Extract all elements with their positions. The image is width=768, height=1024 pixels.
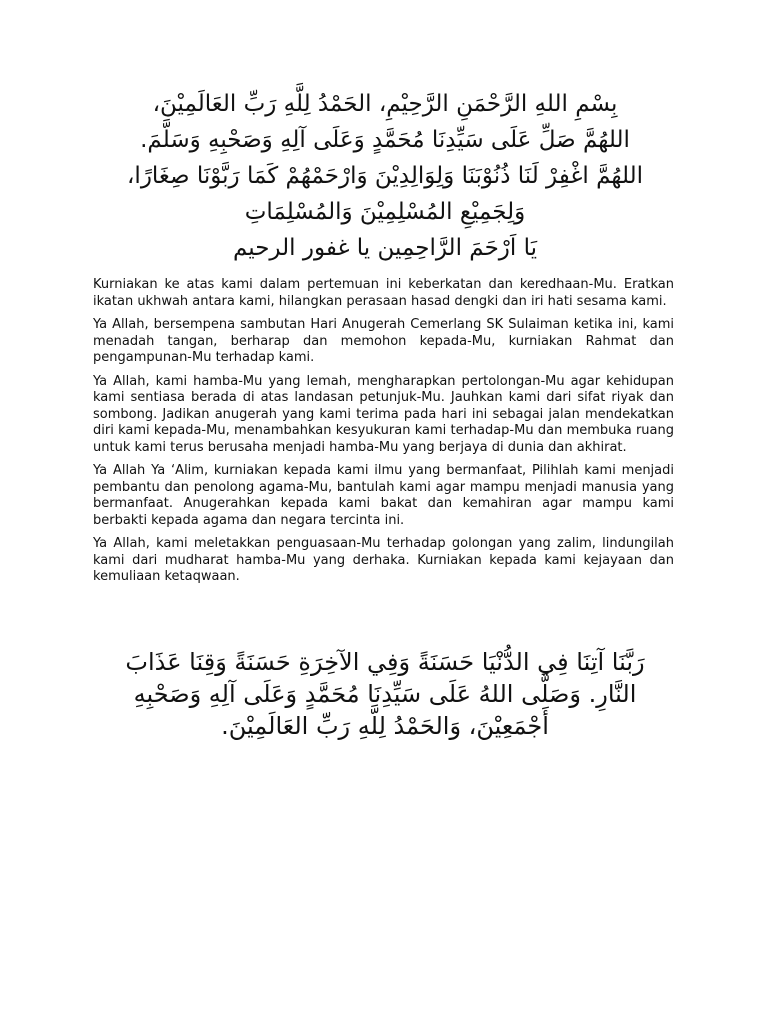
closing-prayer-line: أَجْمَعِيْنَ، وَالحَمْدُ لِلَّهِ رَبِّ العَالَمِيْنَ. [221, 712, 549, 740]
malay-prayer-body [93, 277, 674, 593]
closing-prayer-line: رَبَّنَا آتِنَا فِي الدُّنْيَا حَسَنَةً وَفِي الآخِرَةِ حَسَنَةً وَقِنَا عَذَابَ [125, 648, 645, 676]
opening-prayer-line: اللهُمَّ اغْفِرْ لَنَا ذُنُوْبَنَا وَلِوَالِدِيْنَ وَارْحَمْهُمْ كَمَا رَبَّوْنَا صِغَارًا، [127, 163, 643, 189]
closing-prayer-line: النَّارِ. وَصَلَّى اللهُ عَلَى سَيِّدِنَا مُحَمَّدٍ وَعَلَى آلِهِ وَصَحْبِهِ [133, 680, 637, 708]
closing-prayer [80, 646, 690, 742]
prayer-paragraph: Ya Allah, kami hamba-Mu yang lemah, mengharapkan pertolongan-Mu agar kehidupan kami sentiasa berada di atas landasan petunjuk-Mu. Jauhkan kami dari sifat riyak dan sombong. Jadikan anugerah yang kami terima pada hari ini sebagai jalan mendekatkan diri kami kepada-Mu, menambahkan kesyukuran kami terhadap-Mu dan membuka ruang untuk kami terus berusaha menjadi hamba-Mu yang berjaya di dunia dan akhirat. [93, 373, 674, 455]
opening-prayer-line: اللهُمَّ صَلِّ عَلَى سَيِّدِنَا مُحَمَّدٍ وَعَلَى آلِهِ وَصَحْبِهِ وَسَلَّمَ. [140, 127, 630, 153]
prayer-paragraph: Ya Allah, bersempena sambutan Hari Anugerah Cemerlang SK Sulaiman ketika ini, kami menadah tangan, berharap dan memohon kepada-Mu, kurniakan Rahmat dan pengampunan-Mu terhadap kami. [93, 317, 674, 365]
opening-prayer-line: وَلِجَمِيْعِ المُسْلِمِيْنَ وَالمُسْلِمَاتِ [244, 199, 526, 225]
opening-prayer-line: بِسْمِ اللهِ الرَّحْمَنِ الرَّحِيْمِ، الحَمْدُ لِلَّهِ رَبِّ العَالَمِيْنَ، [152, 91, 618, 117]
prayer-paragraph: Kurniakan ke atas kami dalam pertemuan ini keberkatan dan keredhaan-Mu. Eratkan ikatan ukhwah antara kami, hilangkan perasaan hasad dengki dan iri hati sesama kami. [93, 277, 674, 309]
opening-prayer [80, 86, 690, 266]
opening-prayer-line: يَا اَرْحَمَ الرَّاحِمِين يا غفور الرحيم [232, 235, 538, 261]
prayer-paragraph: Ya Allah, kami meletakkan penguasaan-Mu terhadap golongan yang zalim, lindungilah kami dari mudharat hamba-Mu yang derhaka. Kurniakan kepada kami kejayaan dan kemuliaan ketaqwaan. [93, 536, 674, 584]
prayer-paragraph: Ya Allah Ya ‘Alim, kurniakan kepada kami ilmu yang bermanfaat, Pilihlah kami menjadi pembantu dan penolong agama-Mu, bantulah kami agar mampu menjadi manusia yang bermanfaat. Anugerahkan kepada kami bakat dan kemahiran agar mampu kami berbakti kepada agama dan negara tercinta ini. [93, 463, 674, 528]
